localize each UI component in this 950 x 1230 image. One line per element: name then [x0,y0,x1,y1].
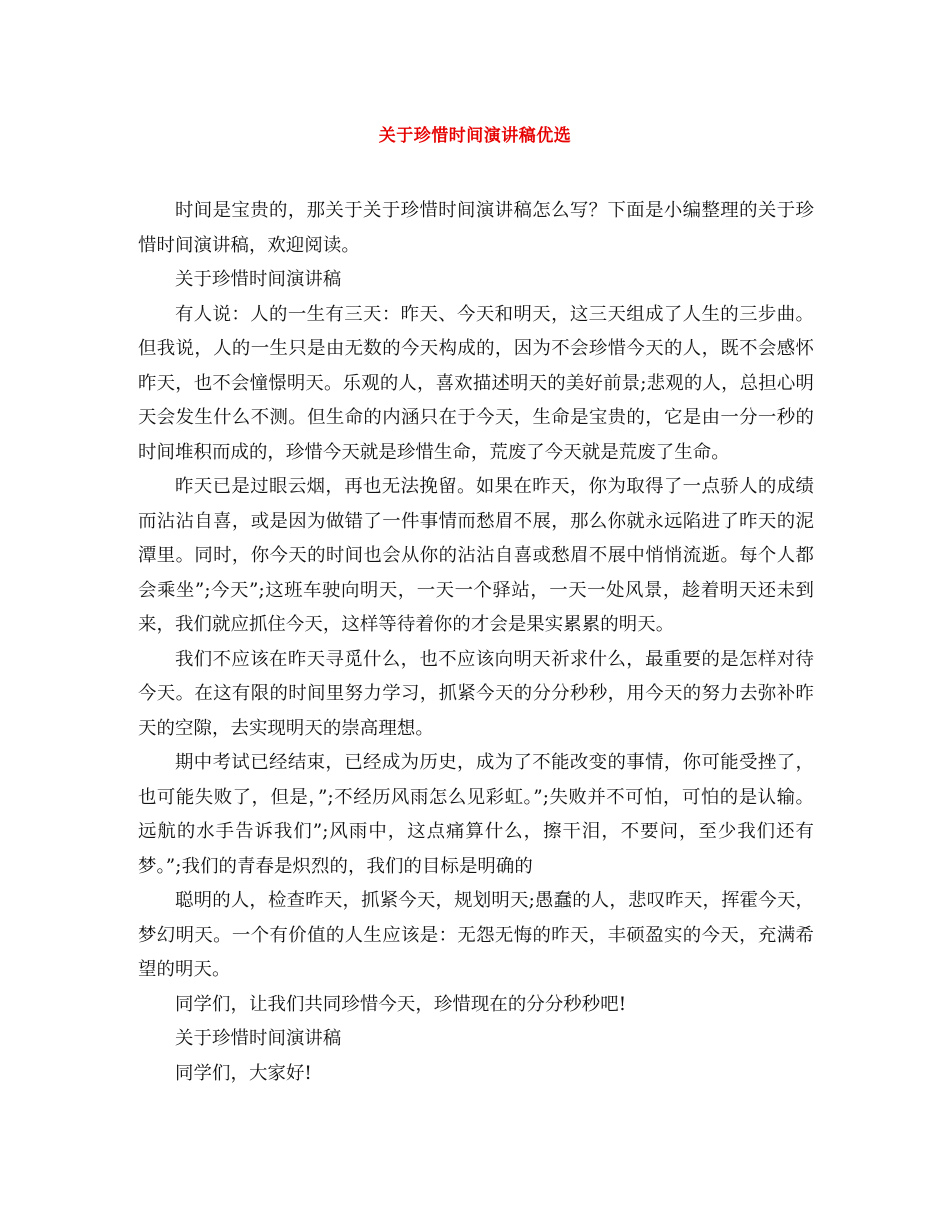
paragraph-greeting: 同学们，大家好! [175,1062,312,1084]
document-title: 关于珍惜时间演讲稿优选 [378,126,572,146]
paragraph: 同学们，让我们共同珍惜今天，珍惜现在的分分秒秒吧! [175,993,627,1015]
section-heading: 关于珍惜时间演讲稿 [175,269,342,290]
section-heading: 关于珍惜时间演讲稿 [175,1028,342,1049]
paragraph: 昨天已是过眼云烟，再也无法挽留。如果在昨天，你为取得了一点骄人的成绩而沾沾自喜，或是因为做错了一件事情而愁眉不展，那么你就永远陷进了昨天的泥潭里。同时，你今天的时间也会从你的沾沾自喜或愁眉不展中悄悄流逝。每个人都会乘坐”;今天”;这班车驶向明天，一天一个驿站，一天一处风景，趁着明天还未到来，我们就应抓住今天，这样等待着你的才会是果实累累的明天。 [138,476,814,635]
paragraph: 我们不应该在昨天寻觅什么，也不应该向明天祈求什么，最重要的是怎样对待今天。在这有限的时间里努力学习，抓紧今天的分分秒秒，用今天的努力去弥补昨天的空隙，去实现明天的崇高理想。 [138,648,814,739]
paragraph: 期中考试已经结束，已经成为历史，成为了不能改变的事情，你可能受挫了，也可能失败了，但是，”;不经历风雨怎么见彩虹。”;失败并不可怕，可怕的是认输。远航的水手告诉我们”;风雨中，这点痛算什么，擦干泪，不要问，至少我们还有梦。”;我们的青春是炽烈的，我们的目标是明确的 [138,752,814,877]
paragraph-intro: 时间是宝贵的，那关于关于珍惜时间演讲稿怎么写？下面是小编整理的关于珍惜时间演讲稿，欢迎阅读。 [138,200,814,256]
paragraph: 有人说：人的一生有三天：昨天、今天和明天，这三天组成了人生的三步曲。但我说，人的一生只是由无数的今天构成的，因为不会珍惜今天的人，既不会感怀昨天，也不会憧憬明天。乐观的人，喜欢描述明天的美好前景;悲观的人，总担心明天会发生什么不测。但生命的内涵只在于今天，生命是宝贵的，它是由一分一秒的时间堆积而成的，珍惜今天就是珍惜生命，荒废了今天就是荒废了生命。 [138,303,814,463]
paragraph: 聪明的人，检查昨天，抓紧今天，规划明天;愚蠢的人，悲叹昨天，挥霍今天，梦幻明天。一个有价值的人生应该是：无怨无悔的昨天，丰硕盈实的今天，充满希望的明天。 [138,890,814,980]
document-body [138,194,814,1091]
